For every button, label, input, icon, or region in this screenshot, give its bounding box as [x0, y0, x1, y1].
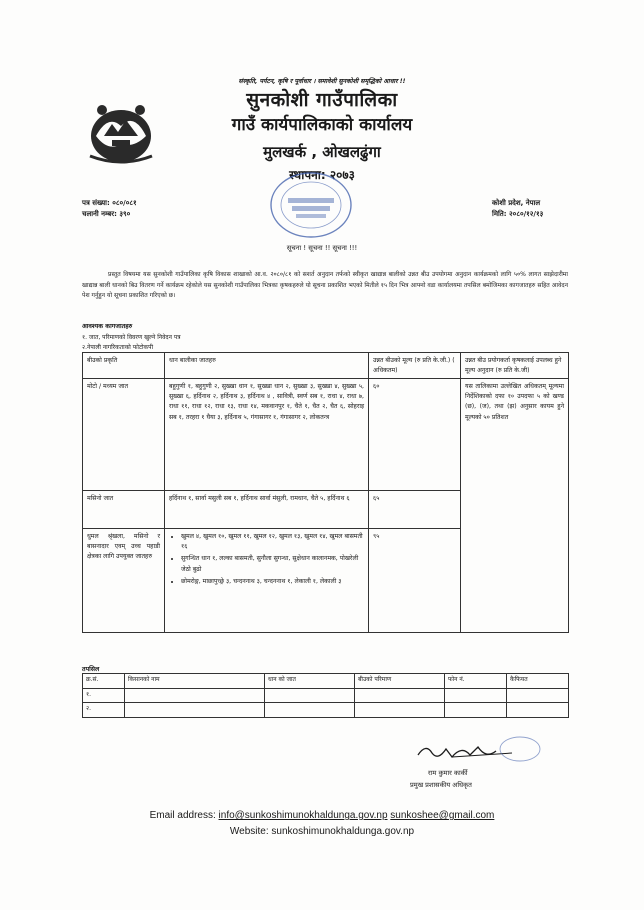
variety-bullet: • खुमल ४, खुमल १०, खुमल ११, खुमल १२, खुमल १३, खुमल १४, खुमल बासमती १६	[181, 532, 364, 552]
list-heading: तपसिल	[82, 666, 100, 673]
email-link-info[interactable]: info@sunkoshimunokhaldunga.gov.np	[218, 810, 388, 821]
rice-varieties: हर्दिनाथ १, सार्वा मसुली सब १, हर्दिनाथ सार्वा मंसुली, रामधान, चैते ५, हर्दिनाथ ६	[165, 491, 369, 529]
column-header: उन्नत बीउको मूल्य (रु प्रति के.जी.) ( अधिकतम)	[369, 353, 461, 379]
signatory-title: प्रमुख प्रशासकीय अधिकृत	[410, 781, 472, 789]
office-stamp	[268, 170, 354, 240]
email-line	[0, 810, 644, 821]
required-doc-item: १. जात, परिमाणको विवरण खुल्ने निवेदन पत्र	[82, 334, 181, 341]
seed-price-table	[82, 352, 569, 633]
column-header: फोन नं.	[445, 674, 507, 689]
website-line: Website: sunkoshimunokhaldunga.gov.np	[229, 826, 415, 837]
table-header-row	[83, 674, 569, 689]
letter-number: पत्र संख्या: ०८०/०८१	[82, 199, 137, 207]
signatory-name: राम कुमार कार्की	[428, 769, 468, 777]
province: कोशी प्रदेश, नेपाल	[492, 199, 541, 207]
table-row	[83, 688, 569, 703]
variety-bullet: • सुगन्धित धान १, लल्का बासमती, सुनौला सुगन्धा, सुक्षेधान कालानमक, पोखरेली जेठो बुढो	[181, 554, 364, 574]
column-header: बीउको परिमाण	[355, 674, 445, 689]
rice-varieties: बहुगुणी १, बहुगुणी २, सुख्खा धान १, सुख्खा धान २, सुख्खा ३, सुख्खा ४, सुख्खा ५, सुख्खा ६, हर्दिनाथ २, हर्दिनाथ ३, हर्दिनाथ ४ , सावित्री, स्वर्ण सब १, राधा ४, राधा ७, राधा ११, राधा १२, राधा १३, राधा १४, मकवानपुर १, चैते १, चैत २, चैत ६, सोहराइ सब १, तरहरा १ घैया ३, हर्दिनाथ ५, गंगासागर १, गंगासागर २, लोकतन्त्र	[165, 379, 369, 491]
column-header: किसानको नाम	[125, 674, 265, 689]
serial-number: २.	[83, 703, 125, 718]
table-header-row	[83, 353, 569, 379]
seed-type: मोटो / मध्यम जात	[83, 379, 165, 491]
required-docs-heading: आवश्यक कागजातहरु	[82, 323, 133, 330]
established-year: स्थापना: २०७३	[289, 168, 355, 182]
office-location: मुलखर्क , ओखलढुंगा	[263, 143, 381, 161]
table-row	[83, 703, 569, 718]
municipality-name: सुनकोशी गाउँपालिका	[246, 89, 398, 111]
required-doc-item: २.नेपाली नागरिकताको फोटोकपी	[82, 344, 154, 351]
tagline: संस्कृति, पर्यटन, कृषि र पूर्वाधार । समावेशी सुनकोशी समृद्धिको आधार !!	[238, 78, 406, 85]
column-header: धान को जात	[265, 674, 355, 689]
issue-date: मिति: २०८०/१२/१३	[492, 210, 544, 218]
notice-heading: सूचना ! सूचना !! सूचना !!!	[286, 244, 358, 252]
applicant-list-table	[82, 673, 569, 718]
max-price: ९५	[369, 529, 461, 633]
seed-type: धुमल श्रृंखला, मसिनो र बासनादार एवम् उच्च पहाडी क्षेत्रका लागि उपयुक्त जातहरु	[83, 529, 165, 633]
rice-varieties	[165, 529, 369, 633]
variety-bullet: • छोमरोङ्ग, माछापुच्छ्रे ३, चन्दननाथ ३, चन्दननाथ १, लेकाली १, लेकाली ३	[181, 577, 364, 587]
email-link-gmail[interactable]: sunkoshee@gmail.com	[390, 810, 495, 821]
column-header: बीउको प्रकृति	[83, 353, 165, 379]
column-header: उन्नत बीउ प्रयोगकर्ता कृषकलाई उपलब्ध हुने मूल्य अनुदान (रु प्रति के.जी)	[461, 353, 569, 379]
office-name: गाउँ कार्यपालिकाको कार्यालय	[231, 115, 413, 135]
max-price: ६०	[369, 379, 461, 491]
table-row	[83, 379, 569, 491]
seed-type: मसिनो जात	[83, 491, 165, 529]
column-header: धान बालीका जातहरु	[165, 353, 369, 379]
column-header: कैफियत	[507, 674, 569, 689]
notice-paragraph: प्रस्तुत विषयमा यस सुनकोशी गाउँपालिका कृषि विकास शाखाको आ.व. २०८०/८१ को सशर्त अनुदान तर्फको स्वीकृत खाद्यान्न बालीको उन्नत बीउ उपयोगमा अनुदान कार्यक्रमको लागि ५०% लागत साझेदारीमा खाद्यान्न बाली धानको बिउ वितरण गर्ने कार्यक्रम रहेकोले यस सुनकोशी गाउँपालिका भित्रका कृषकहरुले यो सूचना प्रकाशित भएको मितीले १५ दिन भित्र आफ्नो वडा कार्यालयमा तपसिल बमोजिमका कागजातहरु सहित आवेदन पेश गर्नुहुन यो सूचना प्रकाशित गरिएको छ।	[82, 271, 568, 300]
serial-number: १.	[83, 688, 125, 703]
max-price: ६५	[369, 491, 461, 529]
email-label: Email address:	[149, 810, 219, 821]
dispatch-number: चलानी नम्बर: ३९०	[82, 210, 131, 218]
subsidy-note: यस तालिकामा उल्लेखित अधिकतम् मूल्यमा निर्देशिकाको दफा १० उपदफा ५ को खण्ड (छ), (ज), तथा (झ) अनुसार कायम हुने मूल्यको ५० प्रतिशत	[461, 379, 569, 633]
signature-image	[412, 735, 542, 765]
column-header: क्र.सं.	[83, 674, 125, 689]
